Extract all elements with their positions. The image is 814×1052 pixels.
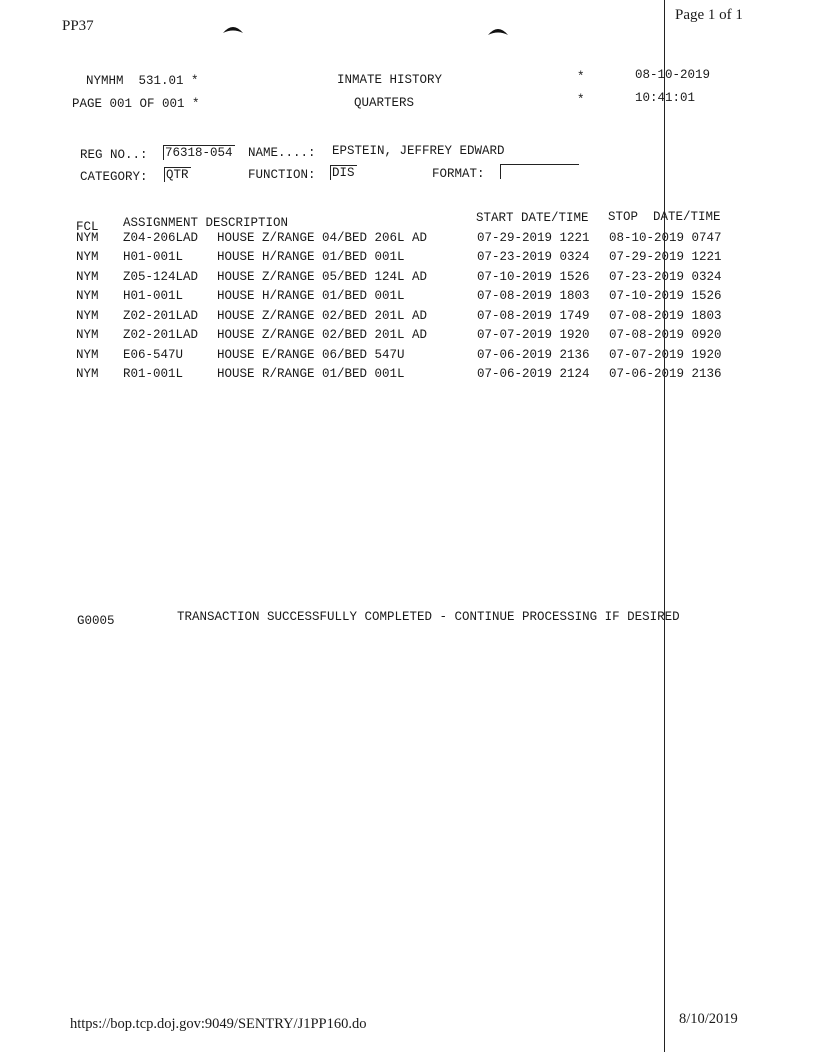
source-url: https://bop.tcp.doj.gov:9049/SENTRY/J1PP160.do xyxy=(70,1016,367,1032)
page-count: Page 1 of 1 xyxy=(675,7,743,23)
category-value: QTR xyxy=(166,168,189,182)
fcl-cell: NYM xyxy=(76,289,99,304)
start-datetime-cell: 07-06-2019 2136 xyxy=(477,347,590,362)
function-field[interactable] xyxy=(330,165,357,180)
function-label: FUNCTION: xyxy=(248,168,316,182)
stop-datetime-cell: 07-29-2019 1221 xyxy=(609,250,722,265)
asterisk: * xyxy=(577,70,585,84)
table-row xyxy=(76,248,722,268)
assignment-description-cell: HOUSE H/RANGE 01/BED 001L xyxy=(217,289,405,304)
fcl-cell: NYM xyxy=(76,347,99,362)
page-fold-line xyxy=(664,0,665,1052)
table-row xyxy=(76,365,722,385)
format-label: FORMAT: xyxy=(432,167,485,181)
start-datetime-cell: 07-10-2019 1526 xyxy=(477,269,590,284)
table-row xyxy=(76,228,722,248)
assignment-code-cell: R01-001L xyxy=(123,367,184,382)
stop-datetime-cell: 07-10-2019 1526 xyxy=(609,289,722,304)
name-label: NAME....: xyxy=(248,146,316,160)
status-code: G0005 xyxy=(77,614,115,628)
assignment-description-cell: HOUSE H/RANGE 01/BED 001L xyxy=(217,250,405,265)
fcl-cell: NYM xyxy=(76,269,99,284)
hole-punch-mark-right xyxy=(487,26,509,36)
fcl-cell: NYM xyxy=(76,367,99,382)
assignment-description-cell: HOUSE R/RANGE 01/BED 001L xyxy=(217,367,405,382)
start-datetime-cell: 07-08-2019 1803 xyxy=(477,289,590,304)
start-datetime-cell: 07-07-2019 1920 xyxy=(477,328,590,343)
table-row xyxy=(76,326,722,346)
print-date: 8/10/2019 xyxy=(679,1011,738,1027)
assignment-code-cell: Z02-201LAD xyxy=(123,328,199,343)
stop-datetime-cell: 07-08-2019 0920 xyxy=(609,328,722,343)
start-datetime-cell: 07-29-2019 1221 xyxy=(477,230,590,245)
start-datetime-cell: 07-23-2019 0324 xyxy=(477,250,590,265)
fcl-cell: NYM xyxy=(76,230,99,245)
screen-date: 08-10-2019 xyxy=(635,68,711,82)
table-row xyxy=(76,345,722,365)
table-row xyxy=(76,287,722,307)
column-header-start: START DATE/TIME xyxy=(476,211,589,225)
stop-datetime-cell: 07-06-2019 2136 xyxy=(609,367,722,382)
format-field[interactable] xyxy=(500,164,579,179)
assignment-code-cell: E06-547U xyxy=(123,347,184,362)
assignment-code-cell: Z02-201LAD xyxy=(123,308,199,323)
program-id: NYMHM 531.01 * xyxy=(86,74,199,88)
fcl-cell: NYM xyxy=(76,308,99,323)
screen-subtitle: QUARTERS xyxy=(354,96,415,110)
stop-datetime-cell: 08-10-2019 0747 xyxy=(609,230,722,245)
assignment-description-cell: HOUSE Z/RANGE 04/BED 206L AD xyxy=(217,230,428,245)
stop-datetime-cell: 07-07-2019 1920 xyxy=(609,347,722,362)
reg-no-value: 76318-054 xyxy=(165,146,233,160)
column-header-stop: STOP DATE/TIME xyxy=(608,210,721,224)
assignment-description-cell: HOUSE Z/RANGE 02/BED 201L AD xyxy=(217,308,428,323)
screen-time: 10:41:01 xyxy=(635,91,696,105)
assignment-code-cell: Z05-124LAD xyxy=(123,269,199,284)
reg-no-label: REG NO..: xyxy=(80,148,148,162)
function-value: DIS xyxy=(332,166,355,180)
category-field[interactable] xyxy=(164,167,191,182)
document-id: PP37 xyxy=(62,18,94,34)
stop-datetime-cell: 07-23-2019 0324 xyxy=(609,269,722,284)
assignment-code-cell: Z04-206LAD xyxy=(123,230,199,245)
fcl-cell: NYM xyxy=(76,250,99,265)
category-label: CATEGORY: xyxy=(80,170,148,184)
assignment-description-cell: HOUSE Z/RANGE 02/BED 201L AD xyxy=(217,328,428,343)
assignment-code-cell: H01-001L xyxy=(123,289,184,304)
table-row xyxy=(76,267,722,287)
screen-title: INMATE HISTORY xyxy=(337,73,443,87)
table-row xyxy=(76,306,722,326)
start-datetime-cell: 07-08-2019 1749 xyxy=(477,308,590,323)
name-value: EPSTEIN, JEFFREY EDWARD xyxy=(332,144,505,158)
start-datetime-cell: 07-06-2019 2124 xyxy=(477,367,590,382)
stop-datetime-cell: 07-08-2019 1803 xyxy=(609,308,722,323)
hole-punch-mark-left xyxy=(222,24,244,34)
assignment-description-cell: HOUSE E/RANGE 06/BED 547U xyxy=(217,347,405,362)
reg-no-field[interactable] xyxy=(163,145,235,160)
status-message: TRANSACTION SUCCESSFULLY COMPLETED - CONTINUE PROCESSING IF DESIRED xyxy=(177,610,680,624)
quarters-history-table xyxy=(76,228,722,384)
assignment-code-cell: H01-001L xyxy=(123,250,184,265)
assignment-description-cell: HOUSE Z/RANGE 05/BED 124L AD xyxy=(217,269,428,284)
column-header-assignment: ASSIGNMENT DESCRIPTION xyxy=(123,216,289,230)
fcl-cell: NYM xyxy=(76,328,99,343)
column-header-fcl: FCL xyxy=(76,220,99,234)
asterisk: * xyxy=(577,93,585,107)
page-indicator: PAGE 001 OF 001 * xyxy=(72,97,200,111)
